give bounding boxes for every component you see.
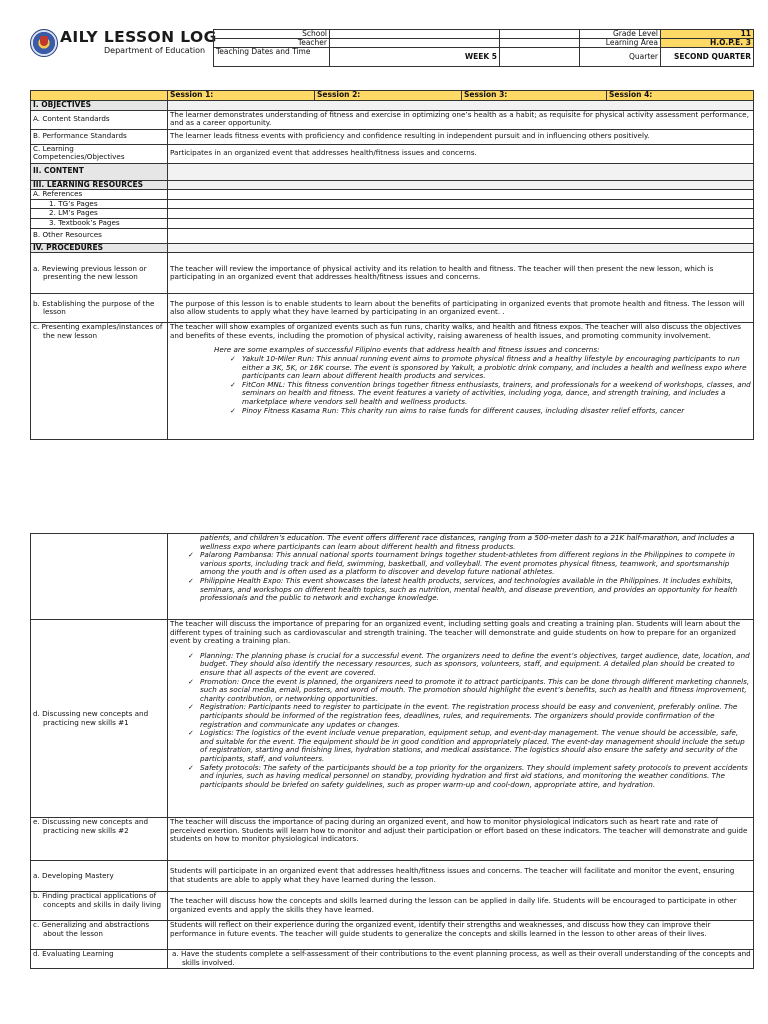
procedures-heading: IV. PROCEDURES xyxy=(31,243,168,253)
tg-pages-label: 1. TG’s Pages xyxy=(31,199,168,209)
department-name: Department of Education xyxy=(104,46,206,55)
textbook-pages-label: 3. Textbook’s Pages xyxy=(31,218,168,228)
sessions-header-row xyxy=(31,91,754,101)
session-2-label: Session 2: xyxy=(315,91,462,101)
page-1-table xyxy=(30,90,753,440)
evaluating-text: a. Have the students complete a self-assessment of their contributions to the event planning process, as well as their overall understanding of the concepts and skills involved. xyxy=(168,950,754,969)
lm-pages-label: 2. LM’s Pages xyxy=(31,209,168,219)
discussing-1-cell xyxy=(168,620,754,818)
examples-cell xyxy=(168,323,754,440)
review-text: The teacher will review the importance of physical activity and its relation to health and fitness. The teacher will then present the new lesson, which is participating in an organized event that addresses health/fitness issues and concerns. xyxy=(168,253,754,294)
learning-resources-heading: III. LEARNING RESOURCES xyxy=(31,180,168,190)
teacher-value xyxy=(330,39,500,48)
practical-text: The teacher will discuss how the concepts and skills learned during the lesson can be applied in daily life. Students will be encouraged to participate in other organized events and apply the skills they have learned. xyxy=(168,892,754,921)
learning-area-label: Learning Area xyxy=(580,39,661,48)
mastery-label: a. Developing Mastery xyxy=(31,861,168,892)
content-standards-label: A. Content Standards xyxy=(31,110,168,129)
lesson-log-header xyxy=(30,27,753,69)
competencies-label: C. Learning Competencies/Objectives xyxy=(31,144,168,163)
examples-continued-cell xyxy=(168,534,754,620)
example-item: ✓ Palarong Pambansa: This annual national sports tournament brings together student-athletes from different regions in the Philippines to compete in various sports, including track and field, swimming, basketball, and volleyball. The event promotes physical fitness, teamwork, and sportsmanship among the youth and is often used as a platform to discover and develop future national athletes. xyxy=(188,551,751,577)
school-value xyxy=(330,30,500,39)
content-standards-text: The learner demonstrates understanding of fitness and exercise in optimizing one’s health as a habit; as requisite for physical activity assessment performance, and as a career opportunity. xyxy=(168,110,754,129)
example-item: ✓ Philippine Health Expo: This event showcases the latest health products, services, and technologies available in the Philippines. It includes exhibits, seminars, and workshops on different health topics, such as nutrition, mental health, and disease prevention, and provides an opportunity for health professionals and the public to network and exchange knowledge. xyxy=(188,577,751,603)
discussing-1-intro: The teacher will discuss the importance of preparing for an organized event, including setting goals and creating a training plan. Students will learn about the different types of training such as cardiovascular and strength training. The teacher will demonstrate and guide students on how to prepare for an organized event by creating a training plan. xyxy=(170,619,741,646)
event-step-item: ✓ Safety protocols: The safety of the participants should be a top priority for the organizers. They should implement safety protocols to prevent accidents and injuries, such as having medical personnel on standby, providing hydration and first aid stations, and monitoring the weather conditions. The participants should be briefed on safety guidelines, such as proper warm-up and cool-down, appropriate attire, and hydration. xyxy=(188,764,751,790)
discussing-2-text: The teacher will discuss the importance of pacing during an organized event, and how to monitor physiological indicators such as heart rate and rate of perceived exertion. Students will learn how to monitor and adjust their participation or effort based on these indicators. The teacher will demonstrate and guide students on how to monitor physiological indicators. xyxy=(168,818,754,861)
objectives-heading: I. OBJECTIVES xyxy=(31,101,168,111)
purpose-text: The purpose of this lesson is to enable students to learn about the benefits of participating in organized events that promote health and fitness. The lesson will also allow students to apply what they have learned by participating in an organized event. . xyxy=(168,294,754,323)
event-step-item: ✓ Registration: Participants need to register to participate in the event. The registration process should be easy and convenient, preferably online. The participants should be informed of the registration fees, deadlines, rules, and requirements. The organizers should provide confirmation of the registration and communicate any updates or changes. xyxy=(188,703,751,729)
generalizing-label: c. Generalizing and abstractions about the lesson xyxy=(31,921,168,950)
other-resources-label: B. Other Resources xyxy=(31,228,168,243)
example-item: patients, and children’s education. The event offers different race distances, ranging from a 500-meter dash to a 21K half-marathon, and includes a wellness expo where participants can learn about different health and fitness products. xyxy=(200,533,735,551)
session-4-label: Session 4: xyxy=(607,91,754,101)
teacher-label: Teacher xyxy=(214,39,330,48)
quarter-label: Quarter xyxy=(580,48,661,67)
purpose-label: b. Establishing the purpose of the lesson xyxy=(31,294,168,323)
session-3-label: Session 3: xyxy=(462,91,607,101)
content-heading: II. CONTENT xyxy=(31,163,168,180)
grade-level-value: 11 xyxy=(661,30,754,39)
quarter-value: SECOND QUARTER xyxy=(661,48,754,67)
session-1-label: Session 1: xyxy=(168,91,315,101)
week-value: WEEK 5 xyxy=(330,48,500,67)
example-item: ✓ Yakult 10-Miler Run: This annual running event aims to promote physical fitness and a healthy lifestyle by encouraging participants to run either a 3K, 5K, or 16K course. The event is sponsored by Yakult, a probiotic drink company, and includes a health and wellness expo where participants can learn about different health products and services. xyxy=(230,355,751,381)
grade-level-label: Grade Level xyxy=(580,30,661,39)
examples-lead: Here are some examples of successful Filipino events that address health and fitness issues and concerns: xyxy=(214,345,600,355)
mastery-text: Students will participate in an organized event that addresses health/fitness issues and concerns. The teacher will facilitate and monitor the event, ensuring that students are able to apply what they have learned during the lesson. xyxy=(168,861,754,892)
examples-label: c. Presenting examples/instances of the new lesson xyxy=(31,323,168,440)
generalizing-text: Students will reflect on their experience during the organized event, identify their strengths and weaknesses, and discuss how they can improve their performance in future events. The teacher will guide students to generalize the concepts and skills learned in the lesson to other areas of their lives. xyxy=(168,921,754,950)
example-item: ✓ FitCon MNL: This fitness convention brings together fitness enthusiasts, trainers, and professionals for a weekend of workshops, classes, and seminars on health and fitness. The event features a variety of activities, including yoga, dance, and strength training, and includes a marketplace where vendors sell health and wellness products. xyxy=(230,381,751,407)
evaluating-label: d. Evaluating Learning xyxy=(31,950,168,969)
review-label: a. Reviewing previous lesson or presenting the new lesson xyxy=(31,253,168,294)
event-step-item: ✓ Promotion: Once the event is planned, the organizers need to promote it to attract participants. This can be done through different marketing channels, such as social media, email, posters, and word of mouth. The promotion should highlight the event’s benefits, such as health and fitness improvement, charity contribution, or networking opportunities. xyxy=(188,678,751,704)
example-item: ✓ Pinoy Fitness Kasama Run: This charity run aims to raise funds for different causes, including disaster relief efforts, cancer xyxy=(230,407,751,416)
references-label: A. References xyxy=(31,190,168,200)
learning-area-value: H.O.P.E. 3 xyxy=(661,39,754,48)
deped-seal-icon xyxy=(30,29,58,57)
event-step-item: ✓ Logistics: The logistics of the event include venue preparation, equipment setup, and event-day management. The venue should be accessible, safe, and suitable for the event. The equipment should be in good condition and appropriately placed. The event-day management should include the setup of registration, starting and finishing lines, hydration stations, and medical assistance. The logistics should also ensure the safety and security of the participants, staff, and volunteers. xyxy=(188,729,751,763)
discussing-2-label: e. Discussing new concepts and practicing new skills #2 xyxy=(31,818,168,861)
header-info-table xyxy=(213,29,754,67)
performance-standards-label: B. Performance Standards xyxy=(31,129,168,144)
document-title: AILY LESSON LOG xyxy=(60,28,217,46)
competencies-text: Participates in an organized event that addresses health/fitness issues and concerns. xyxy=(168,144,754,163)
discussing-1-label: d. Discussing new concepts and practicing new skills #1 xyxy=(31,620,168,818)
practical-label: b. Finding practical applications of concepts and skills in daily living xyxy=(31,892,168,921)
event-step-item: ✓ Planning: The planning phase is crucial for a successful event. The organizers need to define the event’s objectives, target audience, date, location, and budget. They should also identify the necessary resources, such as sponsors, volunteers, staff, and equipment. A detailed plan should be created to ensure that all aspects of the event are covered. xyxy=(188,652,751,678)
examples-intro: The teacher will show examples of organized events such as fun runs, charity walks, and health and fitness expos. The teacher will also discuss the objectives and benefits of these events, including the promotion of physical activity, raising awareness of health issues, and promoting community involvement. xyxy=(170,322,742,340)
dates-label: Teaching Dates and Time xyxy=(214,48,330,67)
school-label: School xyxy=(214,30,330,39)
performance-standards-text: The learner leads fitness events with proficiency and confidence resulting in independent pursuit and in influencing others positively. xyxy=(168,129,754,144)
page-2-table xyxy=(30,533,753,969)
